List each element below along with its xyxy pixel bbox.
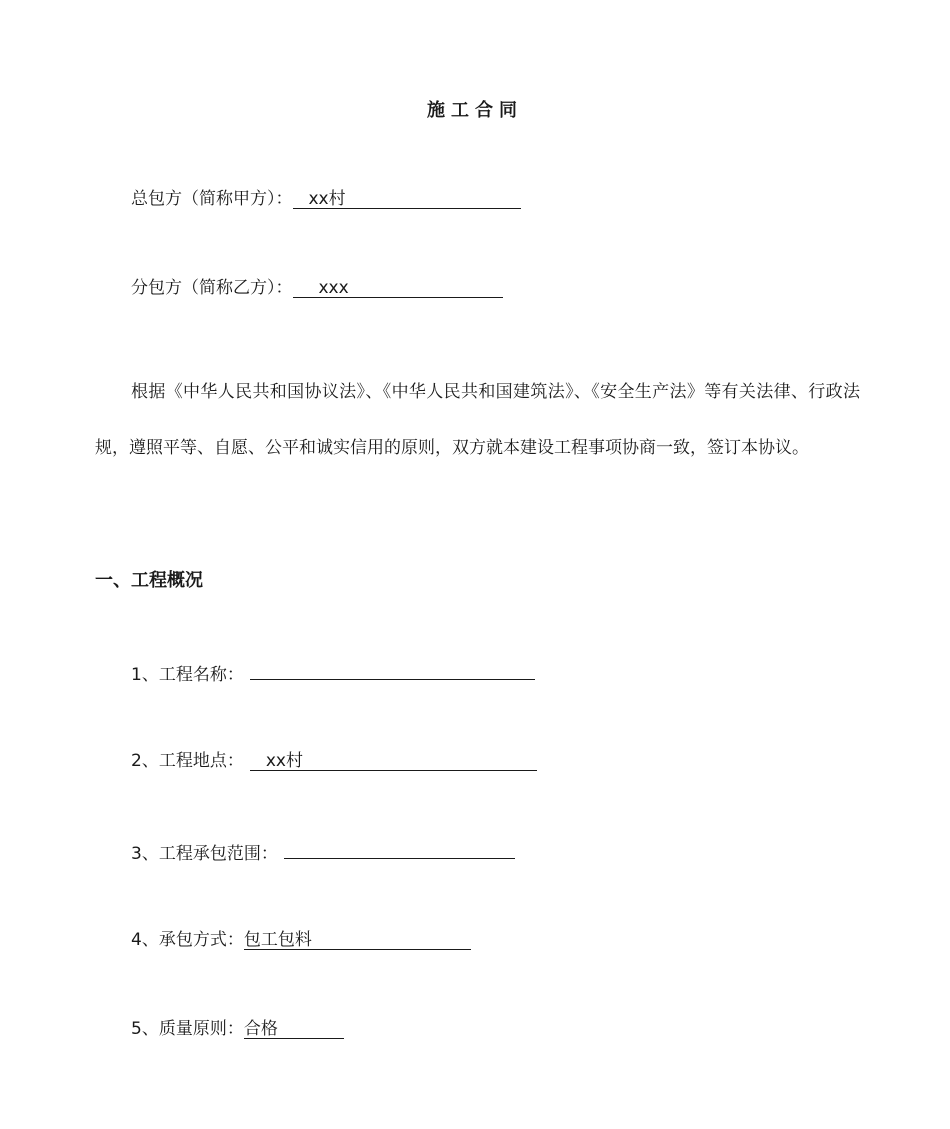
party-a-line <box>131 187 521 211</box>
party-b-value: xxx <box>293 278 503 298</box>
item-value <box>284 839 515 859</box>
item-value: xx村 <box>250 751 537 771</box>
party-b-label: 分包方（简称乙方）： <box>131 278 293 298</box>
party-b-line <box>131 276 503 300</box>
section-heading: 一、工程概况 <box>95 570 203 591</box>
item-label: 4、承包方式： <box>131 930 244 950</box>
document-title: 施工合同 <box>427 100 523 121</box>
preamble-paragraph: 根据《中华人民共和国协议法》、《中华人民共和国建筑法》、《安全生产法》等有关法律、行政法规，遵照平等、自愿、公平和诚实信用的原则，双方就本建设工程事项协商一致，签订本协议。 <box>95 382 860 458</box>
item-value <box>250 660 535 680</box>
item-quality <box>131 1017 344 1041</box>
item-scope <box>131 839 515 866</box>
item-project-name <box>131 660 535 687</box>
party-a-label: 总包方（简称甲方）： <box>131 189 293 209</box>
party-a-value: xx村 <box>293 189 521 209</box>
item-value: 包工包料 <box>244 930 471 950</box>
item-label: 5、质量原则： <box>131 1019 244 1039</box>
item-label: 2、工程地点： <box>131 751 244 771</box>
item-project-location <box>131 749 537 773</box>
item-label: 1、工程名称： <box>131 665 244 685</box>
item-contract-mode <box>131 928 471 952</box>
item-value: 合格 <box>244 1019 344 1039</box>
item-label: 3、工程承包范围： <box>131 844 278 864</box>
